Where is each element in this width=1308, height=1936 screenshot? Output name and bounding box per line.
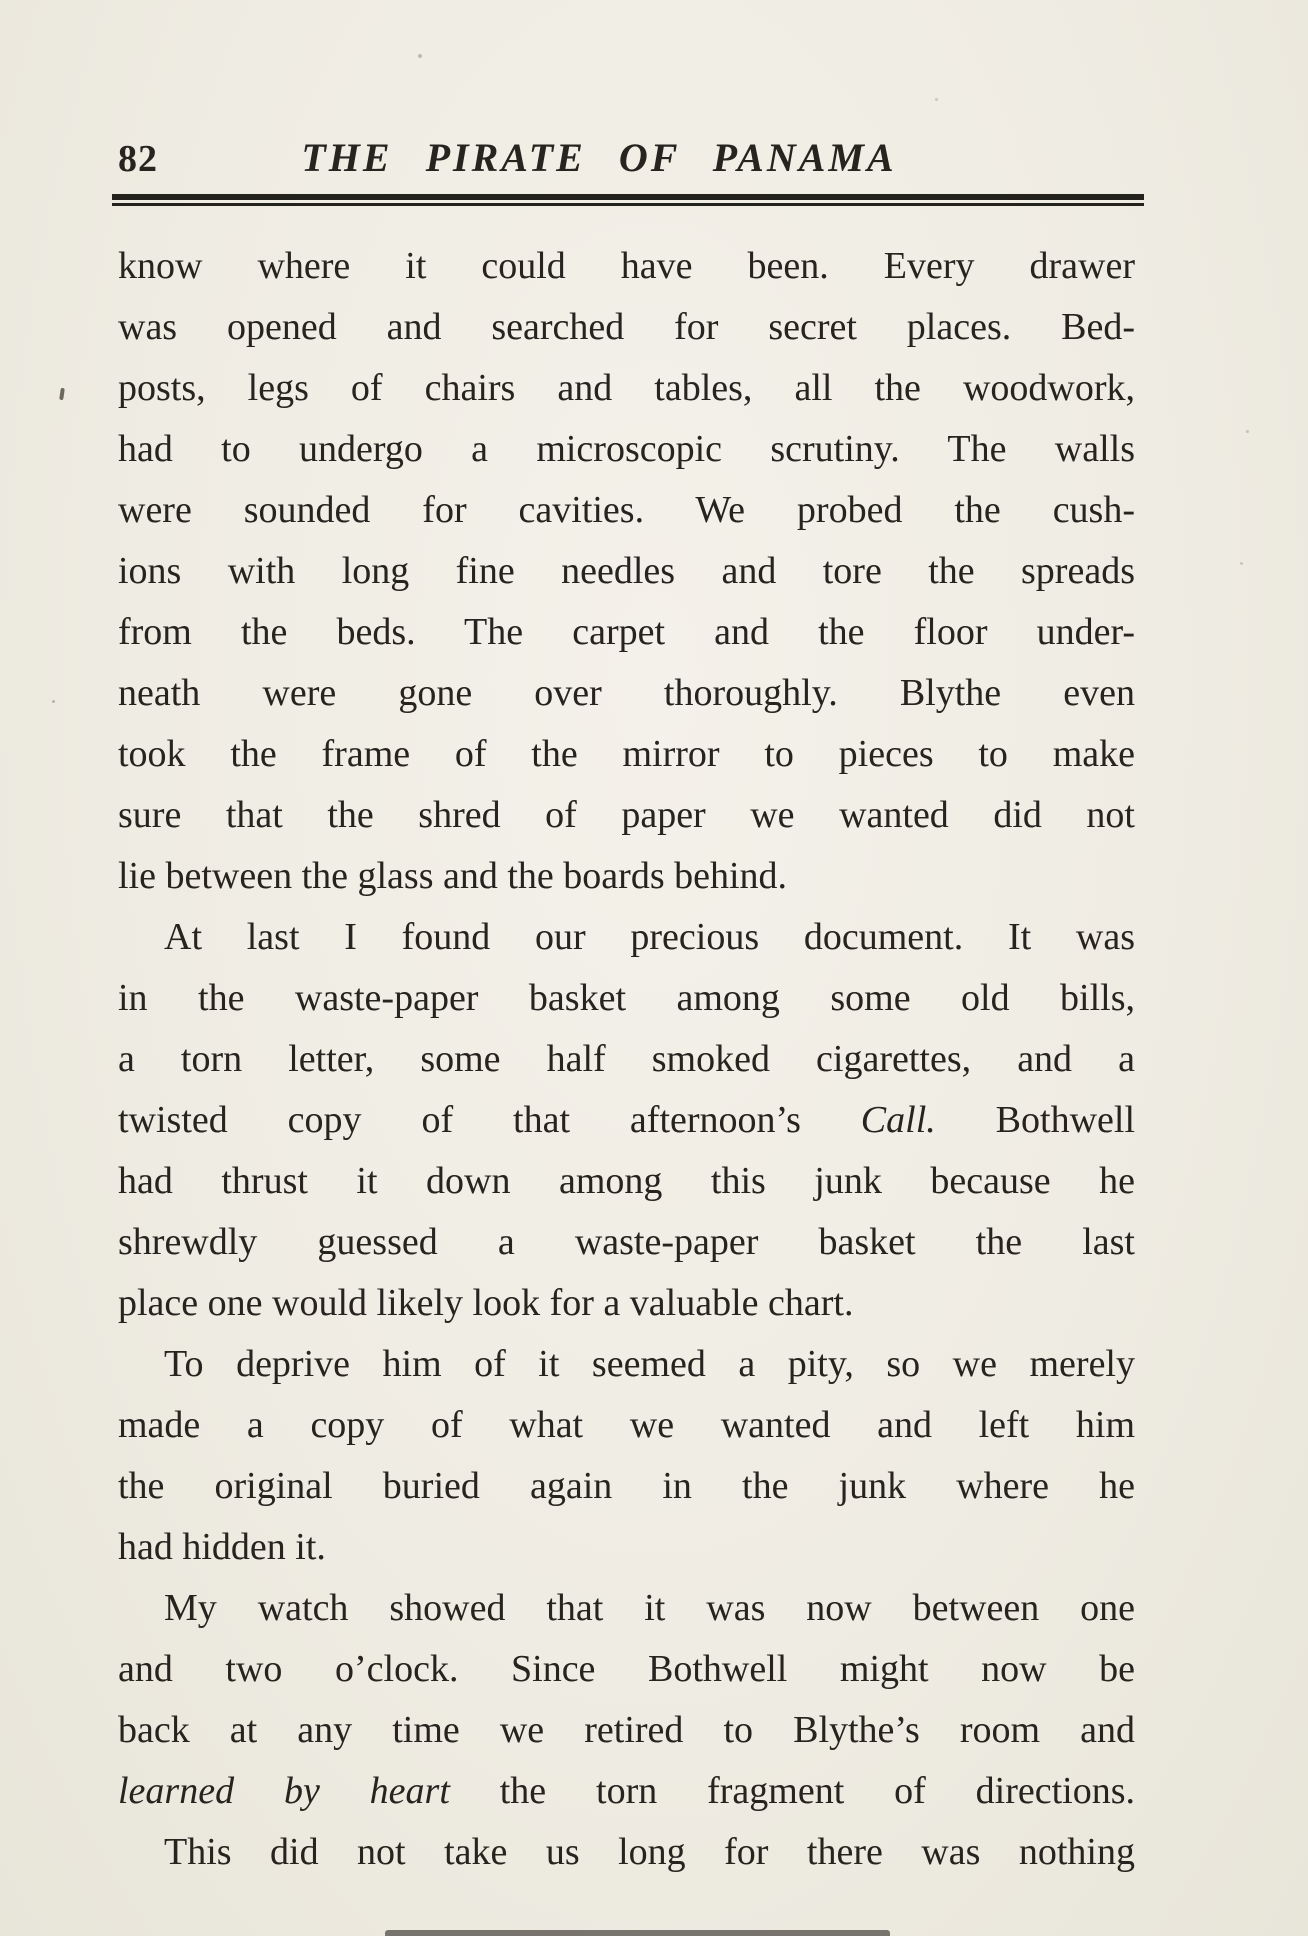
- text-line: [118, 236, 1135, 297]
- text-line: [118, 1151, 1135, 1212]
- text-segment: place one would likely look for a valuable chart.: [118, 1282, 854, 1324]
- text-segment: from the beds. The carpet and the floor under-: [118, 611, 1135, 653]
- text-segment: neath were gone over thoroughly. Blythe even: [118, 672, 1135, 714]
- text-line: [118, 480, 1135, 541]
- text-segment: had hidden it.: [118, 1526, 326, 1568]
- text-segment: posts, legs of chairs and tables, all the woodwork,: [118, 367, 1135, 409]
- text-segment: lie between the glass and the boards behind.: [118, 855, 788, 897]
- text-segment: the torn fragment of directions.: [449, 1770, 1136, 1812]
- text-segment: My watch showed that it was now between one: [164, 1587, 1135, 1629]
- text-segment: twisted copy of that afternoon’s: [118, 1099, 861, 1141]
- text-line: [118, 602, 1135, 663]
- text-line: [118, 1334, 1135, 1395]
- text-line: [118, 1822, 1135, 1883]
- text-segment: were sounded for cavities. We probed the cush-: [118, 489, 1135, 531]
- text-segment: had to undergo a microscopic scrutiny. The walls: [118, 428, 1135, 470]
- text-line: [118, 785, 1135, 846]
- header-rule: [112, 194, 1144, 206]
- text-line: [118, 419, 1135, 480]
- text-line: [118, 1273, 1135, 1334]
- paragraph: [118, 236, 1135, 907]
- text-line: [118, 358, 1135, 419]
- text-segment: At last I found our precious document. It was: [164, 916, 1135, 958]
- scan-speck: [1240, 562, 1243, 565]
- scan-speck: [418, 54, 422, 58]
- page-header: [118, 134, 1135, 181]
- page-number: 82: [118, 138, 158, 180]
- page-body: [118, 236, 1135, 1883]
- text-segment: shrewdly guessed a waste-paper basket the last: [118, 1221, 1135, 1263]
- text-line: [118, 968, 1135, 1029]
- paragraph: [118, 907, 1135, 1334]
- text-line: [118, 1578, 1135, 1639]
- text-segment: This did not take us long for there was nothing: [164, 1831, 1135, 1873]
- paragraph: [118, 1578, 1135, 1822]
- text-line: [118, 1395, 1135, 1456]
- paragraph: [118, 1822, 1135, 1883]
- italic-text: Call.: [860, 1099, 936, 1141]
- text-segment: sure that the shred of paper we wanted did not: [118, 794, 1135, 836]
- text-segment: know where it could have been. Every drawer: [118, 245, 1135, 287]
- text-line: [118, 663, 1135, 724]
- text-line: [118, 541, 1135, 602]
- italic-text: learned by heart: [118, 1770, 450, 1812]
- text-line: [118, 907, 1135, 968]
- text-line: [118, 1212, 1135, 1273]
- text-line: [118, 1700, 1135, 1761]
- running-title: THE PIRATE OF PANAMA: [301, 135, 897, 180]
- text-line: [118, 1029, 1135, 1090]
- text-segment: Bothwell: [935, 1099, 1136, 1141]
- text-segment: had thrust it down among this junk because he: [118, 1160, 1135, 1202]
- text-line: [118, 1517, 1135, 1578]
- text-line: [118, 724, 1135, 785]
- page-edge-shadow: [385, 1930, 890, 1936]
- text-segment: a torn letter, some half smoked cigarettes, and a: [118, 1038, 1135, 1080]
- text-line: [118, 1761, 1135, 1822]
- scan-speck: [1246, 430, 1249, 433]
- text-line: [118, 297, 1135, 358]
- text-segment: back at any time we retired to Blythe’s room and: [118, 1709, 1135, 1751]
- text-line: [118, 1456, 1135, 1517]
- paragraph: [118, 1334, 1135, 1578]
- text-segment: the original buried again in the junk where he: [118, 1465, 1135, 1507]
- scan-speck: [935, 98, 938, 101]
- text-line: [118, 846, 1135, 907]
- text-segment: was opened and searched for secret places. Bed-: [118, 306, 1135, 348]
- text-segment: made a copy of what we wanted and left him: [118, 1404, 1135, 1446]
- text-line: [118, 1639, 1135, 1700]
- text-segment: took the frame of the mirror to pieces to make: [118, 733, 1135, 775]
- text-segment: and two o’clock. Since Bothwell might now be: [118, 1648, 1135, 1690]
- text-line: [118, 1090, 1135, 1151]
- scan-speck: [59, 388, 65, 400]
- text-segment: ions with long fine needles and tore the spreads: [118, 550, 1135, 592]
- scan-speck: [52, 700, 55, 703]
- text-segment: in the waste-paper basket among some old bills,: [118, 977, 1135, 1019]
- text-segment: To deprive him of it seemed a pity, so we merely: [164, 1343, 1135, 1385]
